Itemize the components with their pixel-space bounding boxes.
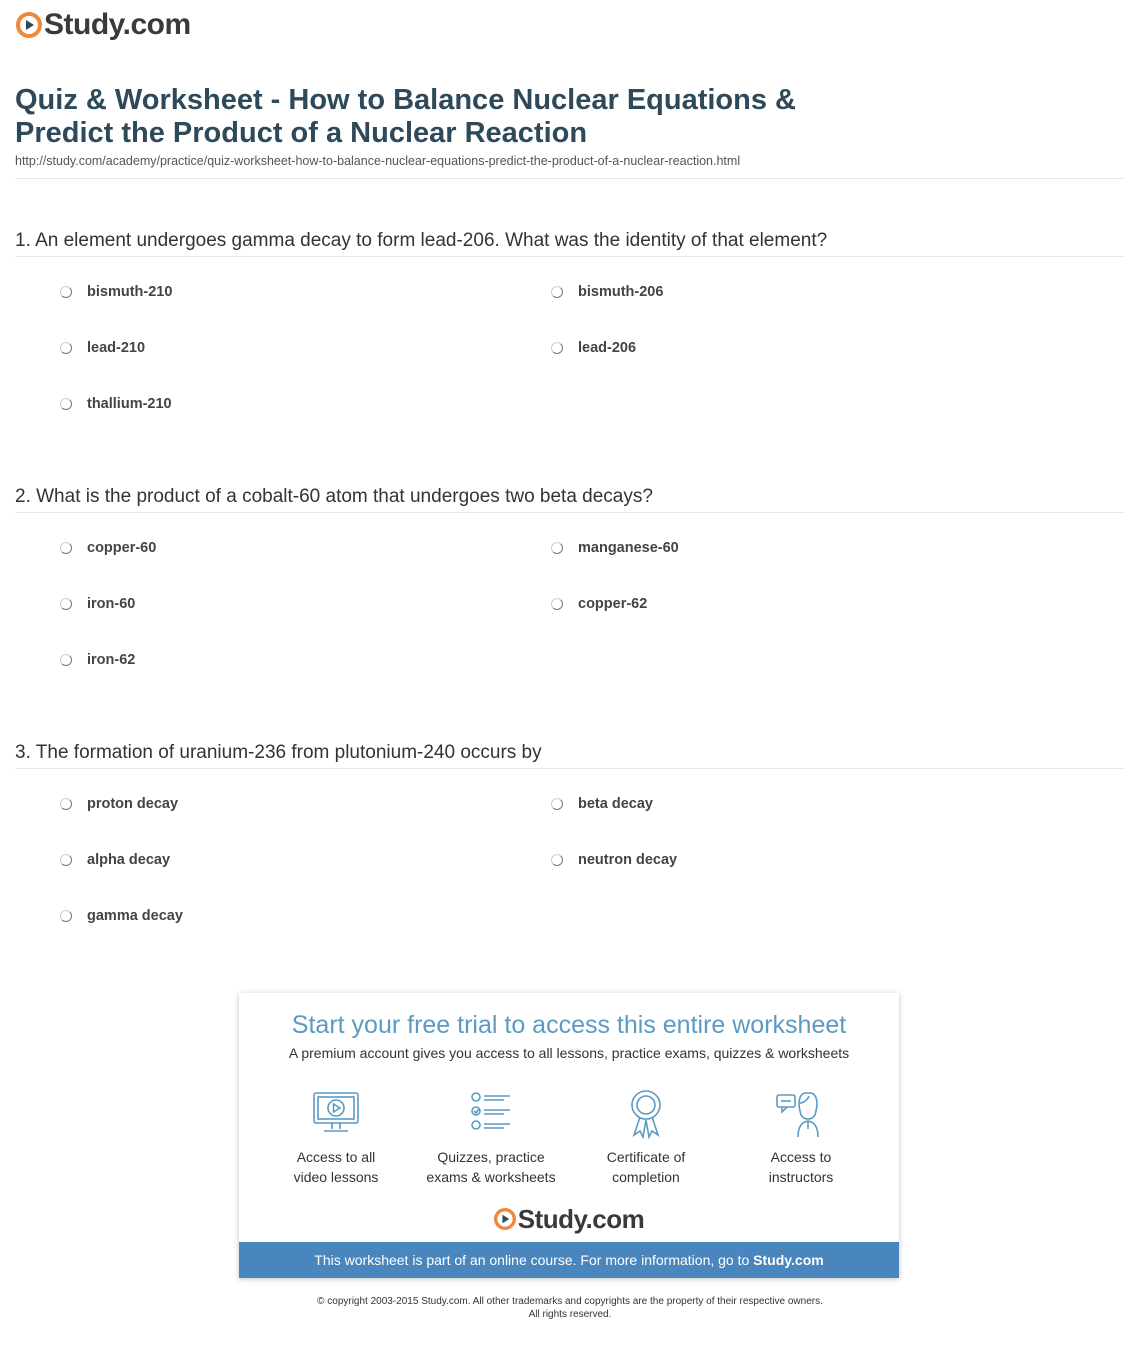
choice-label: gamma decay [87, 908, 183, 924]
radio-button[interactable] [60, 798, 72, 810]
promo-bar-text: This worksheet is part of an online course. For more information, go to [314, 1252, 754, 1268]
page-title [15, 84, 915, 150]
radio-button[interactable] [60, 854, 72, 866]
radio-button[interactable] [551, 342, 563, 354]
logo-text: Study.com [517, 1204, 645, 1234]
award-ribbon-icon [619, 1087, 673, 1141]
promo-subheading: A premium account gives you access to all lessons, practice exams, quizzes & worksheets [288, 1045, 850, 1061]
q1-choice-5[interactable] [60, 396, 172, 412]
divider [15, 178, 1125, 179]
choice-label: lead-206 [578, 340, 637, 356]
radio-button[interactable] [551, 286, 563, 298]
divider [15, 256, 1125, 257]
choice-label: neutron decay [578, 852, 678, 868]
q3-choice-2[interactable] [551, 796, 653, 812]
choice-label: beta decay [578, 796, 653, 812]
q3-choice-3[interactable] [60, 852, 170, 868]
feature-certificate [571, 1087, 721, 1187]
radio-button[interactable] [60, 598, 72, 610]
feature-label-line1: Access to all [296, 1149, 376, 1165]
q3-choice-5[interactable] [60, 908, 183, 924]
feature-label-line2: completion [612, 1169, 680, 1185]
radio-button[interactable] [551, 798, 563, 810]
promo-heading[interactable]: Start your free trial to access this entire worksheet [291, 1011, 847, 1039]
feature-label-line2: exams & worksheets [426, 1169, 556, 1185]
q2-choice-1[interactable] [60, 540, 156, 556]
title-line-2: Predict the Product of a Nuclear Reaction [15, 117, 588, 149]
q2-choice-5[interactable] [60, 652, 135, 668]
checklist-icon [464, 1087, 518, 1141]
play-logo-icon [16, 12, 42, 38]
promo-logo[interactable] [239, 1205, 899, 1233]
choice-label: lead-210 [87, 340, 146, 356]
radio-button[interactable] [60, 398, 72, 410]
choice-label: alpha decay [87, 852, 171, 868]
feature-video-lessons [261, 1087, 411, 1187]
play-logo-icon [494, 1208, 516, 1230]
q1-choice-4[interactable] [551, 340, 636, 356]
q3-choice-4[interactable] [551, 852, 677, 868]
promo-info-bar [239, 1242, 899, 1278]
question-1-text: 1. An element undergoes gamma decay to form lead-206. What was the identity of that element? [15, 230, 828, 251]
radio-button[interactable] [551, 542, 563, 554]
copyright-line-1: © copyright 2003-2015 Study.com. All other trademarks and copyrights are the property of their respective owners. [317, 1296, 823, 1307]
choice-label: proton decay [87, 796, 179, 812]
radio-button[interactable] [60, 654, 72, 666]
q2-choice-4[interactable] [551, 596, 647, 612]
question-3-text: 3. The formation of uranium-236 from plutonium-240 occurs by [15, 742, 542, 763]
page-url: http://study.com/academy/practice/quiz-worksheet-how-to-balance-nuclear-equations-predict-the-product-of-a-nuclear-reaction.html [15, 154, 741, 168]
q3-choice-1[interactable] [60, 796, 178, 812]
copyright-footer [0, 1295, 1140, 1321]
promo-bar-link[interactable]: Study.com [753, 1252, 824, 1268]
choice-label: copper-62 [578, 596, 648, 612]
feature-instructors [726, 1087, 876, 1187]
site-logo[interactable] [16, 8, 191, 42]
divider [15, 512, 1125, 513]
feature-label-line1: Access to [770, 1149, 832, 1165]
q1-choice-3[interactable] [60, 340, 145, 356]
divider [15, 768, 1125, 769]
choice-label: manganese-60 [578, 540, 679, 556]
radio-button[interactable] [60, 542, 72, 554]
q1-choice-1[interactable] [60, 284, 172, 300]
monitor-play-icon [309, 1087, 363, 1141]
q1-choice-2[interactable] [551, 284, 663, 300]
logo-text: Study.com [44, 8, 191, 41]
feature-label-line2: video lessons [293, 1169, 379, 1185]
radio-button[interactable] [551, 598, 563, 610]
choice-label: iron-60 [87, 596, 136, 612]
choice-label: iron-62 [87, 652, 136, 668]
choice-label: bismuth-206 [578, 284, 664, 300]
q2-choice-3[interactable] [60, 596, 135, 612]
choice-label: copper-60 [87, 540, 157, 556]
radio-button[interactable] [551, 854, 563, 866]
free-trial-promo[interactable] [239, 993, 899, 1278]
feature-label-line2: instructors [768, 1169, 834, 1185]
choice-label: bismuth-210 [87, 284, 173, 300]
question-2-text: 2. What is the product of a cobalt-60 atom that undergoes two beta decays? [15, 486, 653, 507]
choice-label: thallium-210 [87, 396, 172, 412]
radio-button[interactable] [60, 342, 72, 354]
radio-button[interactable] [60, 286, 72, 298]
copyright-line-2: All rights reserved. [528, 1309, 612, 1320]
title-line-1: Quiz & Worksheet - How to Balance Nuclear Equations & [15, 84, 796, 116]
feature-label-line1: Certificate of [606, 1149, 686, 1165]
feature-label-line1: Quizzes, practice [437, 1149, 545, 1165]
feature-quizzes [416, 1087, 566, 1187]
instructor-chat-icon [774, 1087, 828, 1141]
radio-button[interactable] [60, 910, 72, 922]
q2-choice-2[interactable] [551, 540, 679, 556]
